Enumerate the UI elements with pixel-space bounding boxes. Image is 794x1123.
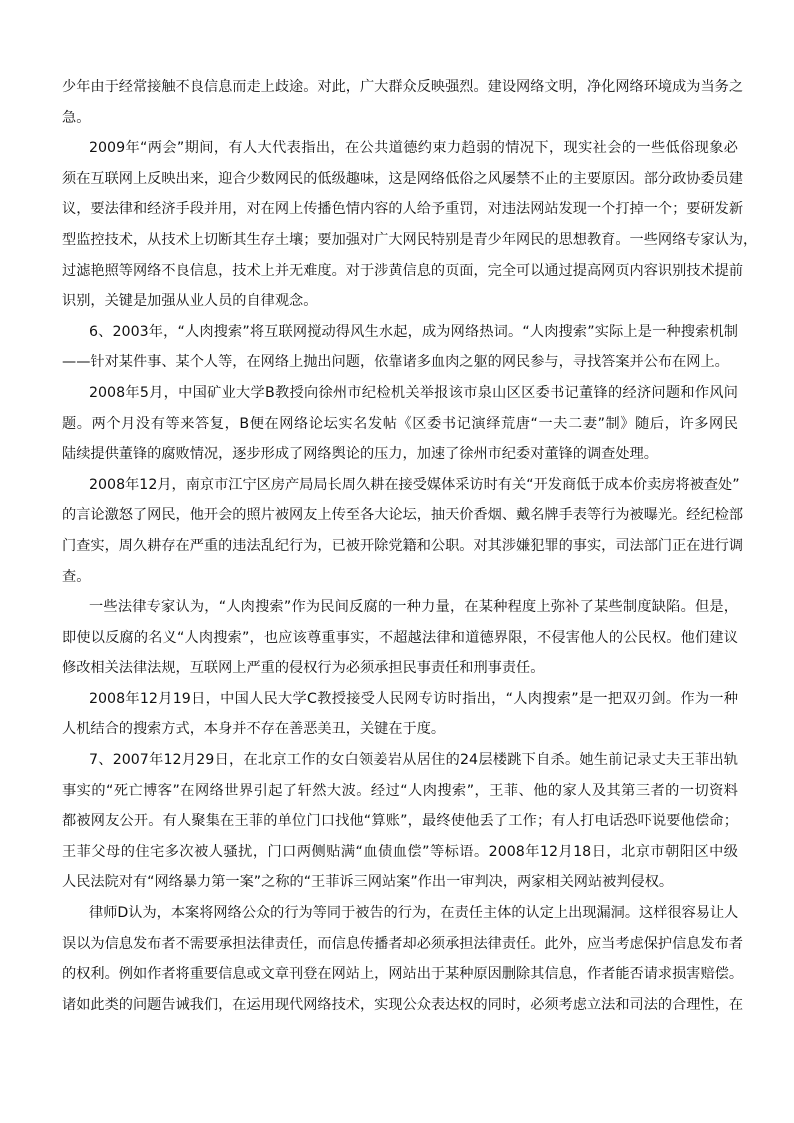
paragraph	[62, 133, 758, 317]
text-line: 型监控技术，从技术上切断其生存土壤；要加强对广大网民特别是青少年网民的思想教育。一些网络专家认为，	[62, 231, 758, 248]
paragraph	[62, 470, 744, 592]
text-line: 题。两个月没有等来答复，B便在网络论坛实名发帖《区委书记演绎荒唐“一夫二妻”制》随后，许多网民	[62, 415, 738, 432]
text-line: 少年由于经常接触不良信息而走上歧途。对此，广大群众反映强烈。建设网络文明，净化网络环境成为当务之	[62, 79, 744, 95]
text-line: 7、2007年12月29日，在北京工作的女白领姜岩从居住的24层楼跳下自杀。她生前记录丈夫王菲出轨	[89, 752, 738, 769]
text-line: 2008年12月19日，中国人民大学C教授接受人民网专访时指出，“人肉搜索”是一把双刃剑。作为一种	[89, 690, 738, 707]
text-line: 诸如此类的问题告诫我们，在运用现代网络技术，实现公众表达权的同时，必须考虑立法和司法的合理性，在	[62, 996, 744, 1013]
paragraph	[62, 745, 738, 898]
text-line: 门查实，周久耕存在严重的违法乱纪行为，已被开除党籍和公职。对其涉嫌犯罪的事实，司法部门正在进行调	[62, 537, 744, 554]
text-line: 都被网友公开。有人聚集在王菲的单位门口找他“算账”，最终使他丢了工作；有人打电话恐吓说要他偿命；	[62, 813, 738, 830]
text-line: 陆续提供董锋的腐败情况，逐步形成了网络舆论的压力，加速了徐州市纪委对董锋的调查处理。	[62, 446, 658, 463]
text-line: 急。	[62, 109, 91, 126]
text-line: 识别，关键是加强从业人员的自律观念。	[62, 293, 318, 310]
paragraph	[62, 72, 744, 133]
text-line: 律师D认为，本案将网络公众的行为等同于被告的行为，在责任主体的认定上出现漏洞。这样很容易让人	[89, 905, 739, 922]
text-line: 修改相关法律法规，互联网上严重的侵权行为必须承担民事责任和刑事责任。	[62, 660, 545, 677]
text-line: ——针对某件事、某个人等，在网络上抛出问题，依靠诸多血肉之躯的网民参与，寻找答案并公布在网上。	[62, 354, 729, 371]
text-line: 一些法律专家认为，“人肉搜索”作为民间反腐的一种力量，在某种程度上弥补了某些制度缺陷。但是，	[89, 599, 738, 616]
text-line: 须在互联网上反映出来，迎合少数网民的低级趣味，这是网络低俗之风屡禁不止的主要原因。部分政协委员建	[62, 170, 744, 187]
text-line: 查。	[62, 568, 91, 585]
text-line: 误以为信息发布者不需要承担法律责任，而信息传播者却必须承担法律责任。此外，应当考虑保护信息发布者	[62, 935, 744, 952]
paragraph	[62, 898, 744, 1020]
paragraph	[62, 684, 738, 745]
text-line: 议，要法律和经济手段并用，对在网上传播色情内容的人给予重罚，对违法网站发现一个打掉一个；要研发新	[62, 201, 744, 218]
text-line: 的权利。例如作者将重要信息或文章刊登在网站上，网站出于某种原因删除其信息，作者能否请求损害赔偿。	[62, 966, 744, 983]
document-page	[62, 72, 758, 1020]
text-line: 人民法院对有“网络暴力第一案”之称的“王菲诉三网站案”作出一审判决，两家相关网站被判侵权。	[62, 874, 674, 891]
paragraph	[62, 378, 738, 470]
text-line: 6、2003年，“人肉搜索”将互联网搅动得风生水起，成为网络热词。“人肉搜索”实际上是一种搜索机制	[89, 323, 738, 340]
text-line: 人机结合的搜索方式，本身并不存在善恶美丑，关键在于度。	[62, 721, 446, 738]
text-line: 即使以反腐的名义“人肉搜索”，也应该尊重事实，不超越法律和道德界限，不侵害他人的公民权。他们建议	[62, 629, 738, 646]
paragraph	[62, 592, 738, 684]
text-line: 2008年5月，中国矿业大学B教授向徐州市纪检机关举报该市泉山区区委书记董锋的经济问题和作风问	[89, 384, 738, 401]
paragraph	[62, 317, 738, 378]
text-line: 王菲父母的住宅多次被人骚扰，门口两侧贴满“血债血偿”等标语。2008年12月18日，北京市朝阳区中级	[62, 843, 738, 860]
text-line: 过滤艳照等网络不良信息，技术上并无难度。对于涉黄信息的页面，完全可以通过提高网页内容识别技术提前	[62, 262, 744, 279]
text-line: 2009年“两会”期间，有人大代表指出，在公共道德约束力趋弱的情况下，现实社会的一些低俗现象必	[89, 140, 738, 157]
text-line: 2008年12月，南京市江宁区房产局局长周久耕在接受媒体采访时有关“开发商低于成本价卖房将被查处”	[89, 476, 740, 493]
text-line: 的言论激怒了网民，他开会的照片被网友上传至各大论坛，抽天价香烟、戴名牌手表等行为被曝光。经纪检部	[62, 507, 744, 524]
text-line: 事实的“死亡博客”在网络世界引起了轩然大波。经过“人肉搜索”，王菲、他的家人及其第三者的一切资料	[62, 782, 738, 799]
